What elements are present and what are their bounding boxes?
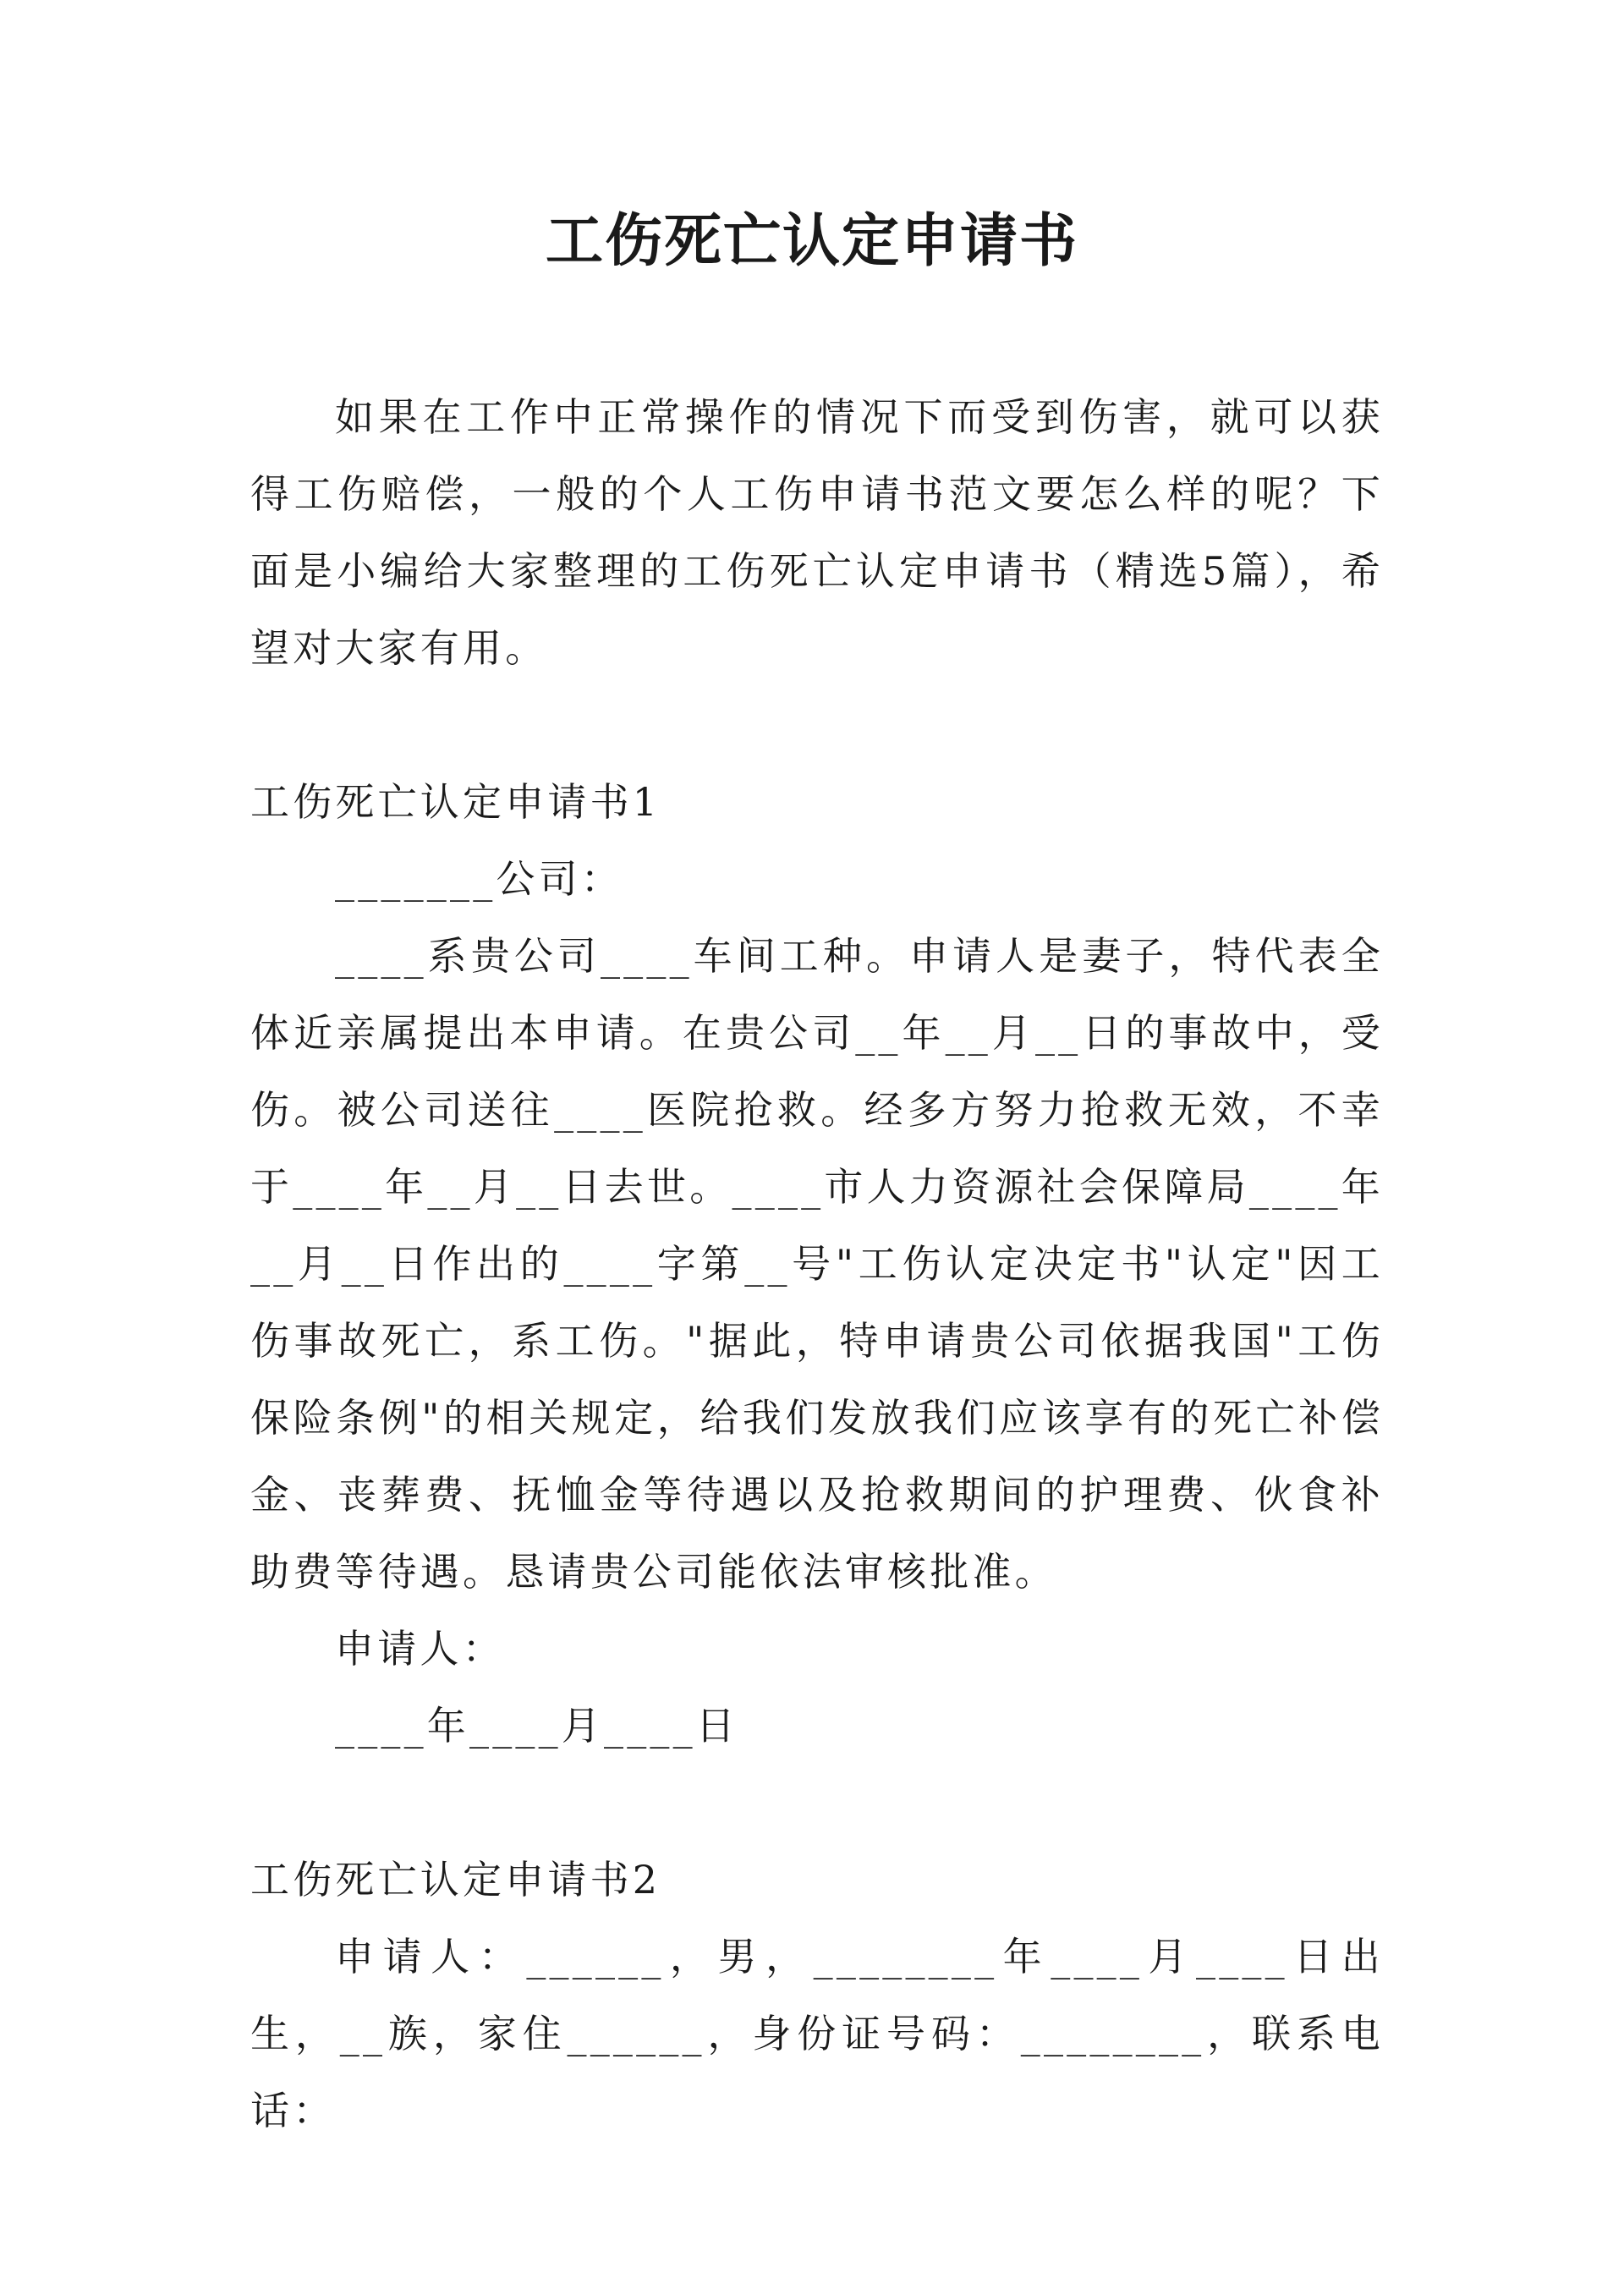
section-1-body: ____系贵公司____车间工种。申请人是妻子，特代表全体近亲属提出本申请。在贵公司__年__月__日的事故中，受伤。被公司送往____医院抢救。经多方努力抢救无效，不幸于____年__月__日去世。____市人力资源社会保障局____年__月__日作出的____字第__号"工伤认定决定书"认定"因工伤事故死亡，系工伤。"据此，特申请贵公司依据我国"工伤保险条例"的相关规定，给我们发放我们应该享有的死亡补偿金、丧葬费、抚恤金等待遇以及抢救期间的护理费、伙食补助费等待遇。恳请贵公司能依法审核批准。 bbox=[250, 933, 1384, 1595]
section-2-heading: 工伤死亡认定申请书2 bbox=[250, 1857, 661, 1902]
section-1-heading: 工伤死亡认定申请书1 bbox=[250, 779, 661, 825]
section-1-date: ____年____月____日 bbox=[335, 1703, 738, 1749]
section-2-body: 申请人：______，男，________年____月____日出生，__族，家住______，身份证号码：________，联系电话： bbox=[250, 1934, 1384, 2133]
intro-paragraph: 如果在工作中正常操作的情况下而受到伤害，就可以获得工伤赔偿，一般的个人工伤申请书范文要怎么样的呢？下面是小编给大家整理的工伤死亡认定申请书（精选5篇），希望对大家有用。 bbox=[250, 394, 1384, 671]
section-1-salutation: _______公司： bbox=[335, 856, 623, 902]
section-1-applicant: 申请人： bbox=[335, 1626, 505, 1672]
page-title: 工伤死亡认定申请书 bbox=[545, 207, 1078, 275]
document-body bbox=[250, 379, 1384, 2150]
